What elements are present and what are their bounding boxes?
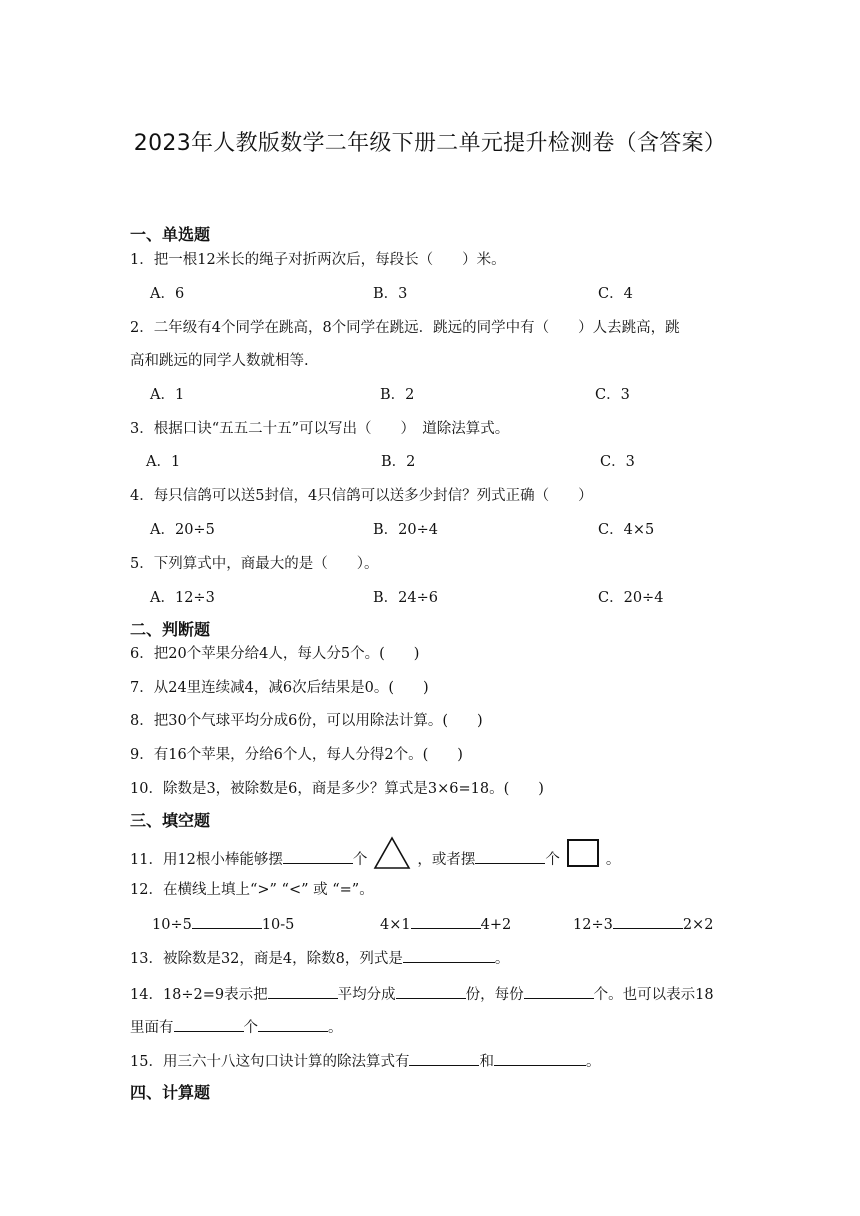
question-10: 10．除数是3，被除数是6，商是多少？算式是3×6=18。( ): [130, 781, 544, 797]
option-a: A．20÷5: [150, 522, 215, 538]
compare-item-1: [152, 914, 294, 935]
expression-right: 4+2: [480, 917, 512, 933]
option-c: C．20÷4: [598, 590, 664, 606]
option-c: C．4×5: [598, 522, 655, 538]
question-text: 个。也可以表示18: [593, 987, 714, 1003]
answer-blank[interactable]: [409, 1051, 479, 1066]
option-a: A．6: [150, 286, 185, 302]
question-text: 平均分成: [337, 987, 396, 1003]
option-b: B．3: [373, 286, 408, 302]
page-title: 2023年人教版数学二年级下册二单元提升检测卷（含答案）: [133, 131, 727, 156]
triangle-icon: [373, 836, 411, 884]
expression-left: 10÷5: [152, 917, 192, 933]
answer-blank[interactable]: [613, 914, 683, 929]
question-text: 13．被除数是32，商是4，除数8，列式是: [130, 951, 403, 967]
question-14-line-1: [130, 984, 714, 1005]
expression-left: 12÷3: [573, 917, 613, 933]
option-a: A．1: [146, 454, 181, 470]
answer-blank[interactable]: [174, 1017, 244, 1032]
question-13: [130, 948, 509, 969]
answer-blank[interactable]: [258, 1017, 328, 1032]
option-b: B．20÷4: [373, 522, 438, 538]
answer-blank[interactable]: [475, 849, 545, 864]
answer-blank[interactable]: [396, 984, 466, 999]
option-c: C．3: [595, 387, 630, 403]
question-text: 14．18÷2=9表示把: [130, 987, 268, 1003]
question-text: 。: [585, 1054, 601, 1070]
compare-item-3: [573, 914, 713, 935]
question-5: 5．下列算式中，商最大的是（ ）。: [130, 556, 379, 572]
option-a: A．12÷3: [150, 590, 215, 606]
option-a: A．1: [150, 387, 185, 403]
question-4: 4．每只信鸽可以送5封信，4只信鸽可以送多少封信？列式正确（ ）: [130, 488, 593, 504]
answer-blank[interactable]: [494, 1051, 586, 1066]
section-heading: 一、单选题: [130, 225, 211, 244]
square-icon: [566, 838, 600, 882]
section-heading: 二、判断题: [130, 620, 211, 639]
question-9: 9．有16个苹果，分给6个人，每人分得2个。( ): [130, 747, 463, 763]
compare-item-2: [380, 914, 511, 935]
question-11: [130, 836, 620, 872]
question-14-line-2: [130, 1017, 343, 1038]
question-7: 7．从24里连续减4，减6次后结果是0。( ): [130, 680, 429, 696]
question-text: 和: [479, 1054, 494, 1070]
question-text: 个: [243, 1020, 258, 1036]
question-6: 6．把20个苹果分给4人，每人分5个。( ): [130, 646, 420, 662]
question-1: 1．把一根12米长的绳子对折两次后，每段长（ ）米。: [130, 252, 506, 268]
question-text: 11．用12根小棒能够摆: [130, 852, 283, 868]
question-text: 15．用三六十八这句口诀计算的除法算式有: [130, 1054, 410, 1070]
answer-blank[interactable]: [524, 984, 594, 999]
expression-right: 10-5: [261, 917, 295, 933]
option-b: B．2: [381, 454, 416, 470]
question-12: 12．在横线上填上“>” “<” 或 “=”。: [130, 882, 374, 898]
question-15: [130, 1051, 600, 1072]
option-b: B．24÷6: [373, 590, 438, 606]
option-c: C．3: [600, 454, 635, 470]
question-text: 里面有: [130, 1020, 174, 1036]
answer-blank[interactable]: [192, 914, 262, 929]
answer-blank[interactable]: [403, 948, 495, 963]
expression-right: 2×2: [682, 917, 714, 933]
question-text: 份，每份: [465, 987, 524, 1003]
answer-blank[interactable]: [268, 984, 338, 999]
answer-blank[interactable]: [283, 849, 353, 864]
question-text: ，或者摆: [417, 852, 476, 868]
section-heading: 三、填空题: [130, 811, 211, 830]
question-text: 。: [328, 1020, 343, 1036]
expression-left: 4×1: [380, 917, 411, 933]
question-text: 个: [352, 852, 368, 868]
option-c: C．4: [598, 286, 633, 302]
section-heading: 四、计算题: [130, 1083, 211, 1102]
question-text: 。: [494, 951, 510, 967]
question-2-line-1: 2．二年级有4个同学在跳高，8个同学在跳远．跳远的同学中有（ ）人去跳高，跳: [130, 320, 680, 336]
question-text: 。: [605, 852, 621, 868]
option-b: B．2: [380, 387, 415, 403]
answer-blank[interactable]: [411, 914, 481, 929]
question-2-line-2: 高和跳远的同学人数就相等.: [130, 353, 309, 369]
question-8: 8．把30个气球平均分成6份，可以用除法计算。( ): [130, 713, 483, 729]
question-3: 3．根据口诀“五五二十五”可以写出（ ） 道除法算式。: [130, 421, 510, 437]
question-text: 个: [545, 852, 560, 868]
